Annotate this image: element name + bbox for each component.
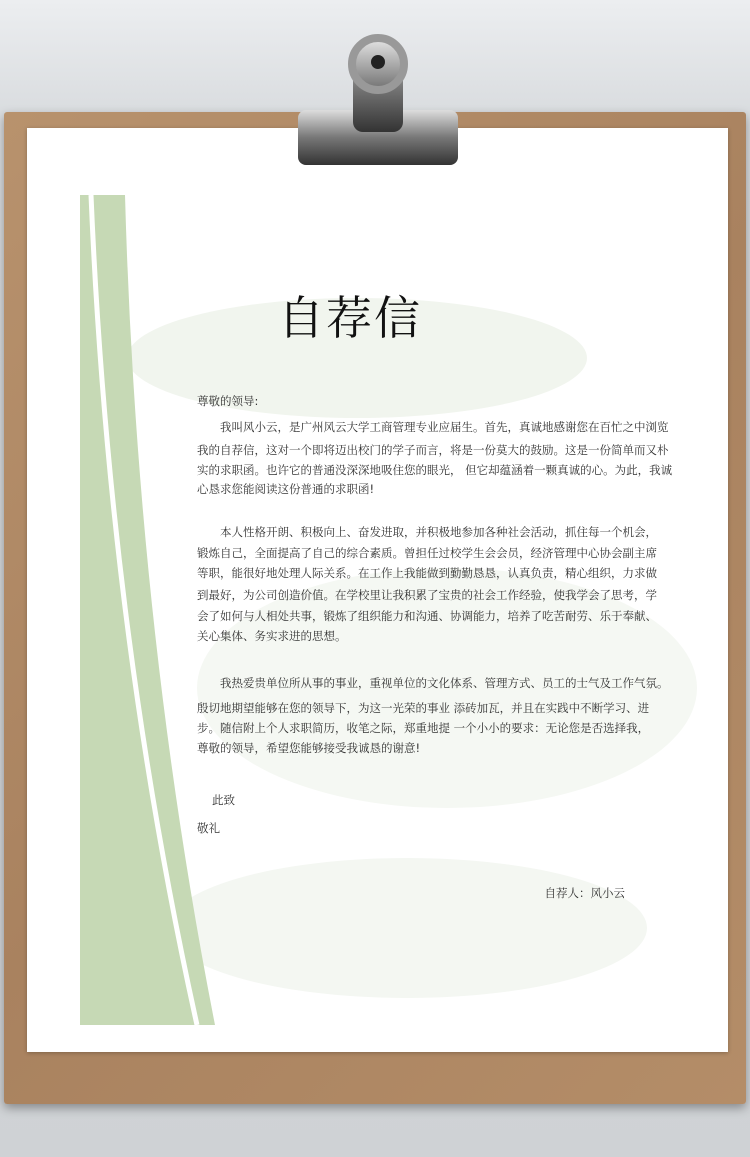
paragraph-line: 殷切地期望能够在您的领导下，为这一光荣的事业 添砖加瓦，并且在实践中不断学习、进 — [197, 701, 650, 715]
page-title: 自荐信 — [278, 291, 422, 345]
paragraph-line: 我叫风小云，是广州风云大学工商管理专业应届生。首先，真诚地感谢您在百忙之中浏览 — [197, 420, 669, 434]
closing-line: 敬礼 — [197, 821, 220, 835]
paragraph-line: 会了如何与人相处共事，锻炼了组织能力和沟通、协调能力，培养了吃苦耐劳、乐于奉献、 — [197, 609, 657, 623]
paragraph-line: 关心集体、务实求进的思想。 — [197, 629, 347, 643]
closing-line: 此致 — [212, 793, 235, 807]
binder-clip-icon — [288, 22, 468, 172]
paragraph-line: 等职，能很好地处理人际关系。在工作上我能做到勤勤恳恳，认真负责，精心组织，力求做 — [197, 566, 657, 580]
paragraph-line: 步。随信附上个人求职简历，收笔之际，郑重地提 一个小小的要求：无论您是否选择我， — [197, 721, 650, 735]
paragraph-line: 尊敬的领导，希望您能够接受我诚恳的谢意! — [197, 741, 421, 755]
paragraph-line: 锻炼自己，全面提高了自己的综合素质。曾担任过校学生会会员，经济管理中心协会副主席 — [197, 546, 657, 560]
paragraph-line: 到最好，为公司创造价值。在学校里让我积累了宝贵的社会工作经验，使我学会了思考，学 — [197, 588, 657, 602]
paragraph-line: 我的自荐信，这对一个即将迈出校门的学子而言，将是一份莫大的鼓励。这是一份简单而又朴 — [197, 443, 669, 457]
salutation: 尊敬的领导: — [197, 394, 259, 408]
paragraph-line: 本人性格开朗、积极向上、奋发进取，并积极地参加各种社会活动，抓住每一个机会， — [197, 525, 657, 539]
paragraph-line: 实的求职函。也许它的普通没深深地吸住您的眼光， 但它却蕴涵着一颗真诚的心。为此，我诚 — [197, 463, 673, 477]
paragraph-line: 心恳求您能阅读这份普通的求职函! — [197, 482, 375, 496]
paragraph-line: 我热爱贵单位所从事的事业，重视单位的文化体系、管理方式、员工的士气及工作气氛。 — [197, 676, 669, 690]
signature: 自荐人：风小云 — [544, 886, 625, 900]
